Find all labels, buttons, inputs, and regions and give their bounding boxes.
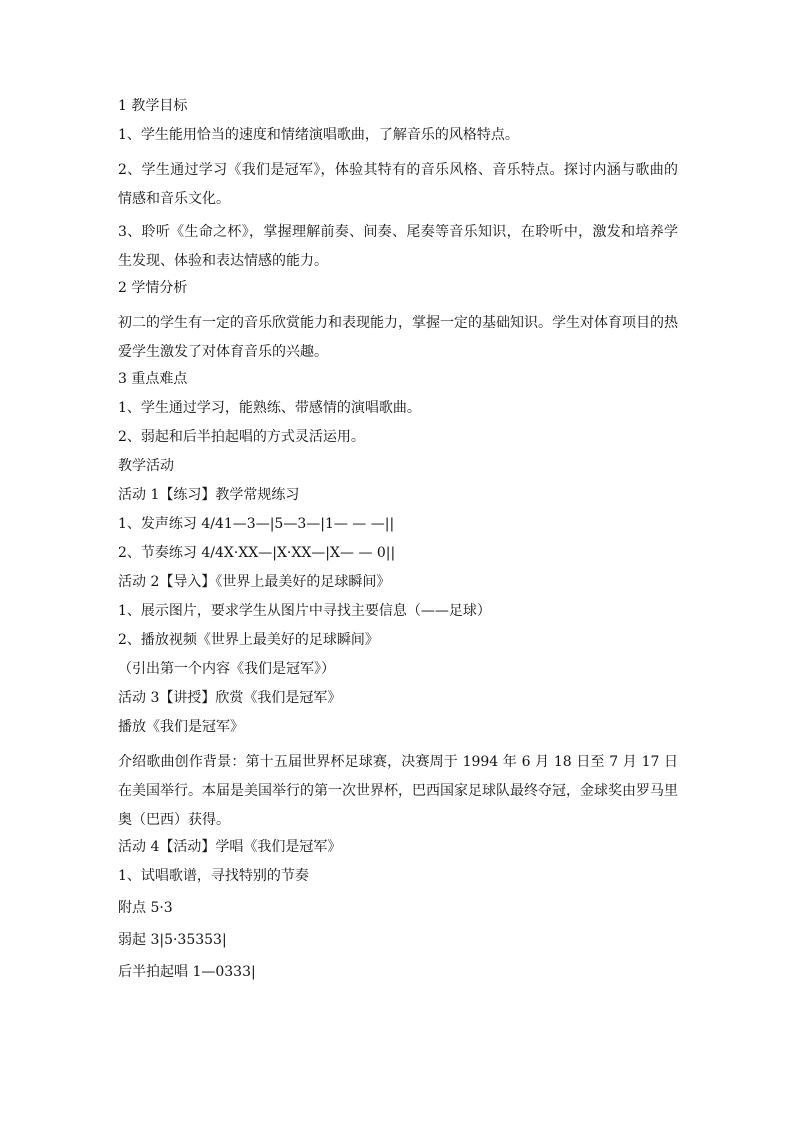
activity-1-title: 活动 1【练习】教学常规练习	[118, 487, 300, 503]
activity-3-item-1: 播放《我们是冠军》	[118, 719, 244, 735]
activity-3-title: 活动 3【讲授】欣赏《我们是冠军》	[118, 690, 342, 706]
section-heading-activities: 教学活动	[118, 458, 174, 474]
rhythm-dotted: 附点 5·3	[118, 900, 173, 916]
document-page	[118, 98, 678, 993]
section-heading-learner-analysis: 2 学情分析	[118, 280, 188, 296]
activity-1-item-1: 1、发声练习 4/41—3—|5—3—|1— — —||	[118, 516, 395, 532]
key-point-1: 1、学生通过学习，能熟练、带感情的演唱歌曲。	[118, 400, 421, 416]
goal-1: 1、学生能用恰当的速度和情绪演唱歌曲，了解音乐的风格特点。	[118, 127, 519, 143]
section-heading-teaching-goals: 1 教学目标	[118, 98, 188, 114]
activity-1-item-2: 2、节奏练习 4/4X·XX—|X·XX—|X— — 0||	[118, 545, 396, 561]
activity-2-item-1: 1、展示图片，要求学生从图片中寻找主要信息（——足球）	[118, 603, 491, 619]
key-point-2: 2、弱起和后半拍起唱的方式灵活运用。	[118, 429, 365, 445]
activity-4-title: 活动 4【活动】学唱《我们是冠军》	[118, 839, 342, 855]
activity-4-item-1: 1、试唱歌谱，寻找特别的节奏	[118, 868, 309, 884]
goal-3: 3、聆听《生命之杯》，掌握理解前奏、间奏、尾奏等音乐知识，在聆听中，激发和培养学生发现、体验和表达情感的能力。	[118, 224, 678, 269]
section-heading-key-points: 3 重点难点	[118, 371, 188, 387]
learner-analysis-text: 初二的学生有一定的音乐欣赏能力和表现能力，掌握一定的基础知识。学生对体育项目的热爱学生激发了对体育音乐的兴趣。	[118, 315, 678, 360]
activity-2-note: （引出第一个内容《我们是冠军》）	[118, 661, 335, 677]
activity-3-background: 介绍歌曲创作背景：第十五届世界杯足球赛，决赛周于 1994 年 6 月 18 日至 7 月 17 日在美国举行。本届是美国举行的第一次世界杯，巴西国家足球队最终夺冠，金球奖由罗马里奥（巴西）获得。	[118, 754, 678, 828]
rhythm-anacrusis: 弱起 3|5·35353|	[118, 932, 227, 948]
activity-2-title: 活动 2【导入】《世界上最美好的足球瞬间》	[118, 574, 391, 590]
activity-2-item-2: 2、播放视频《世界上最美好的足球瞬间》	[118, 632, 379, 648]
rhythm-offbeat-start: 后半拍起唱 1—0333|	[118, 964, 256, 980]
goal-2: 2、学生通过学习《我们是冠军》，体验其特有的音乐风格、音乐特点。探讨内涵与歌曲的情感和音乐文化。	[118, 162, 678, 207]
